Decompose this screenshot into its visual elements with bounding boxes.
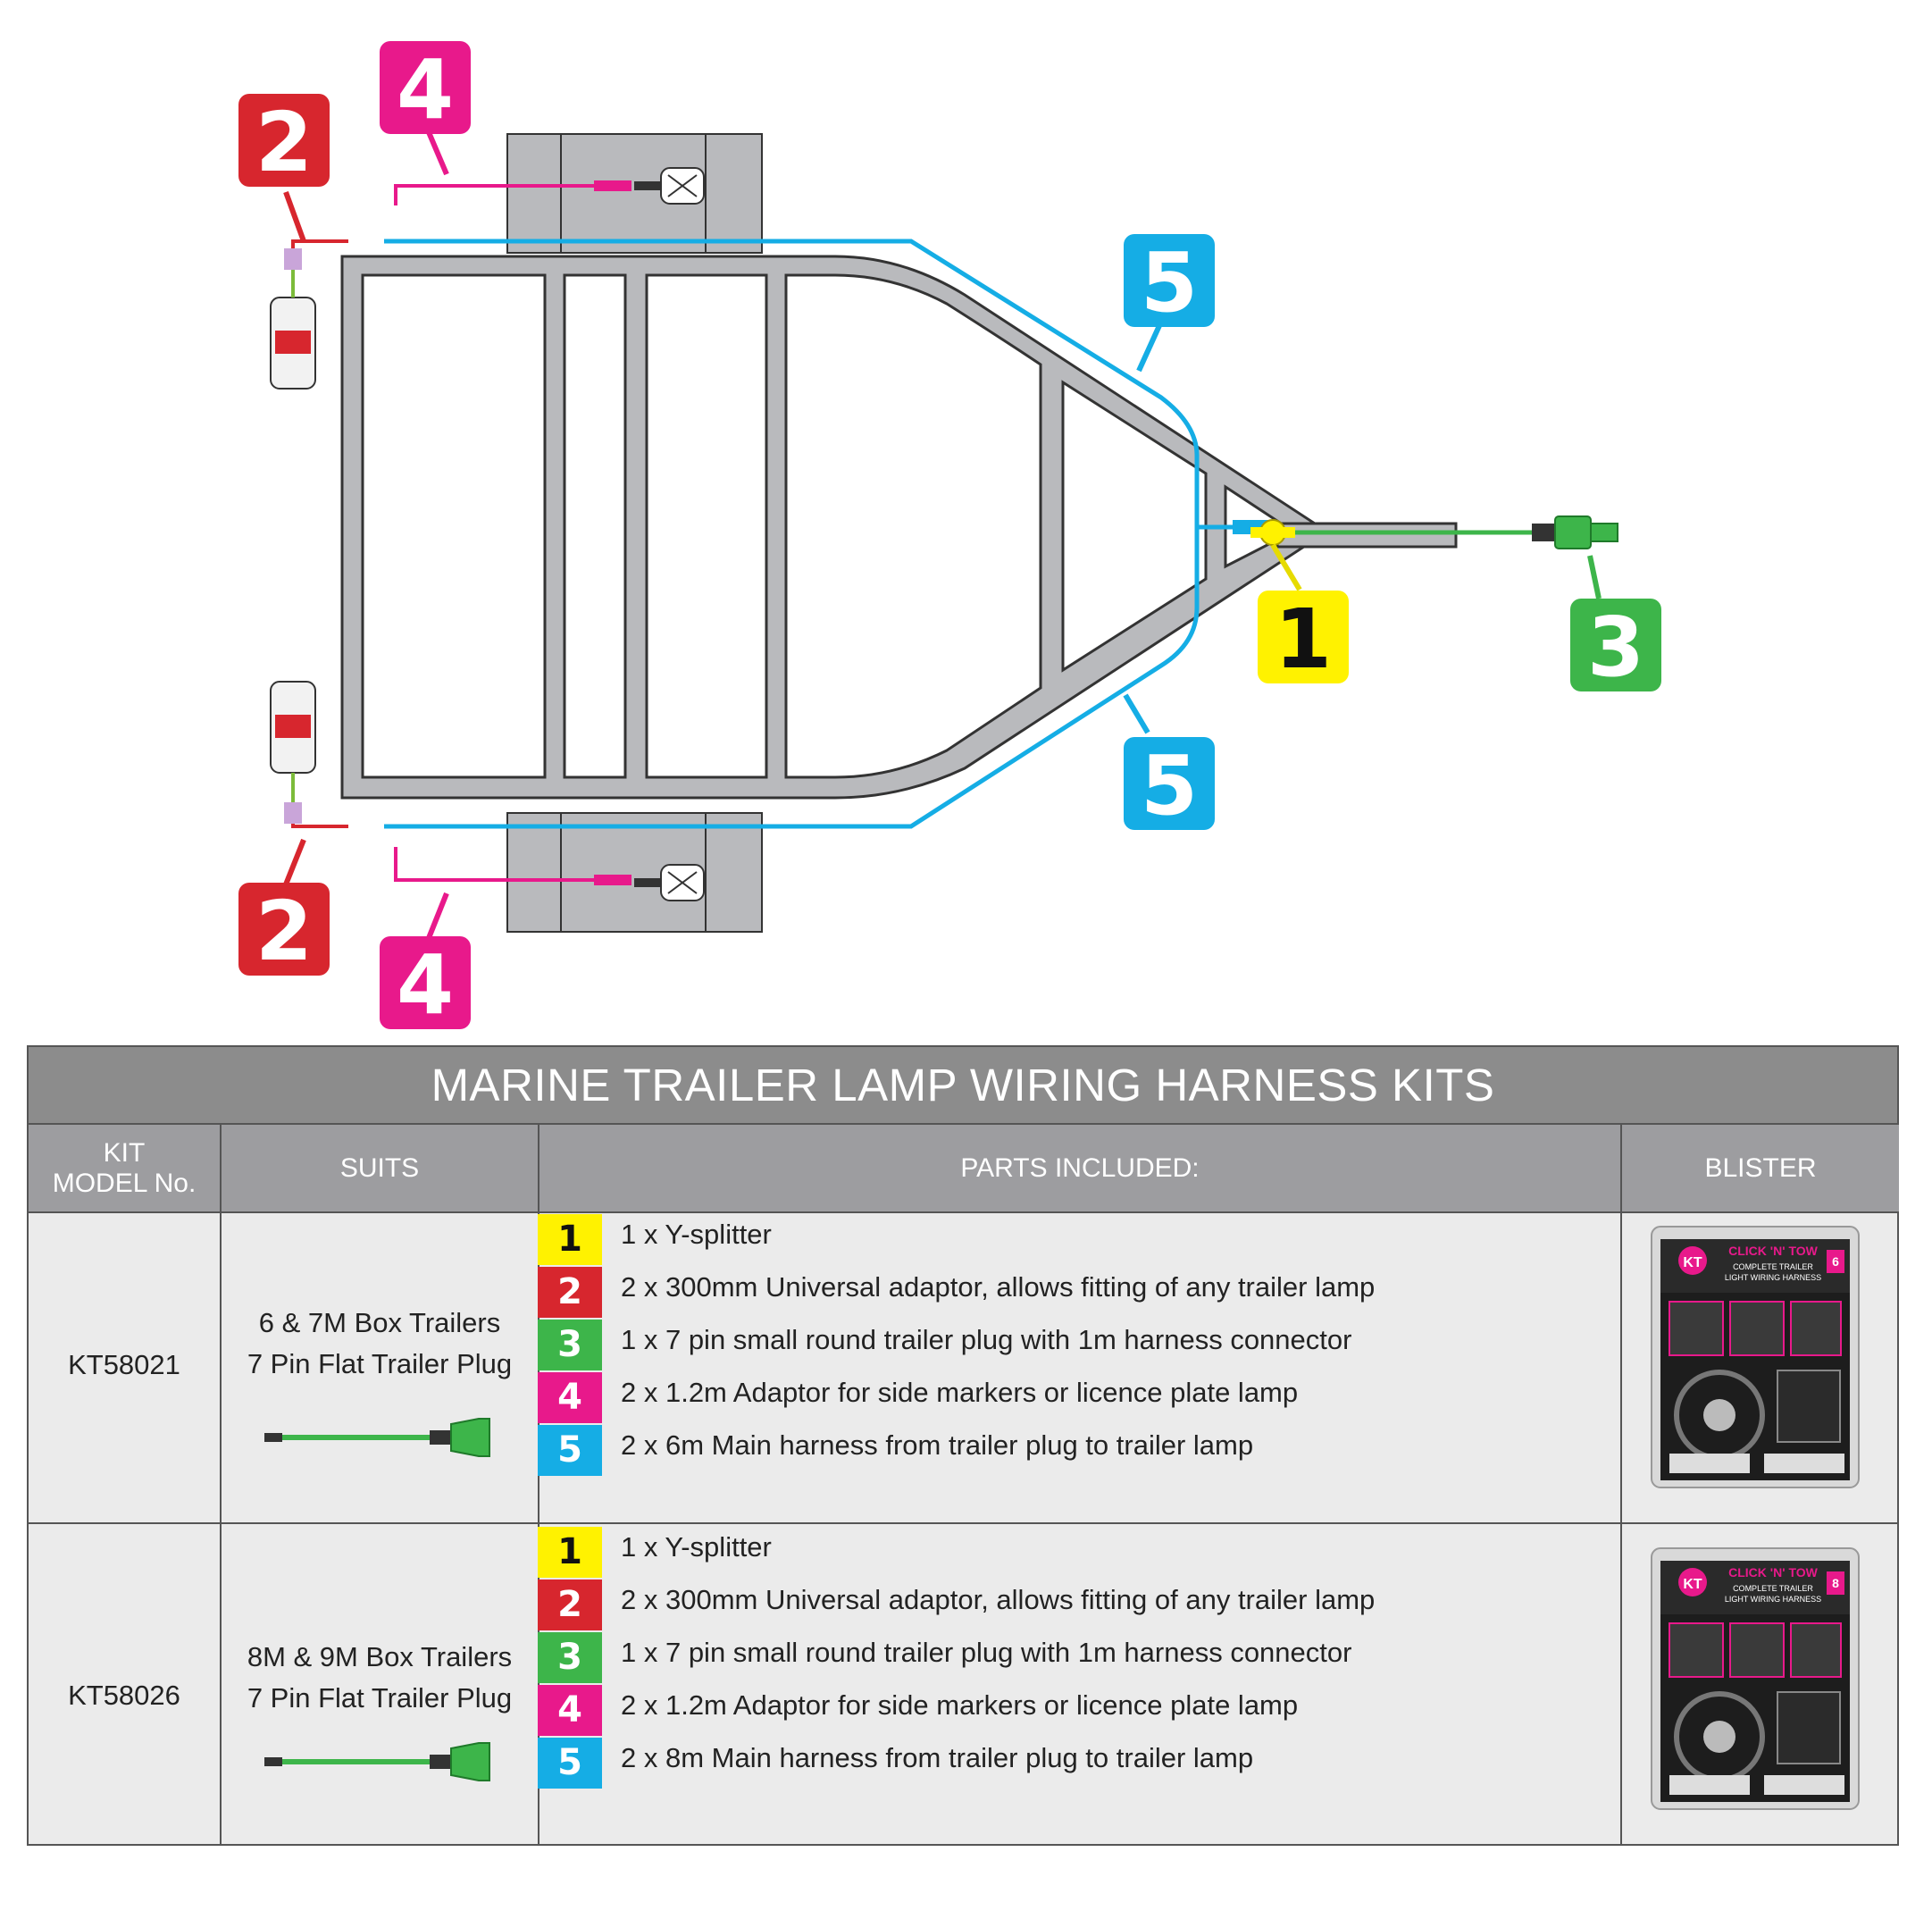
part-description: 1 x Y-splitter (621, 1219, 772, 1250)
header-model (29, 1125, 220, 1211)
row-1-blister-line3: LIGHT WIRING HARNESS (1724, 1273, 1822, 1282)
row-2-blister-pack (1648, 1545, 1862, 1813)
row-1-plug-icon (264, 1415, 497, 1460)
row-1-suits-line1: 6 & 7M Box Trailers (258, 1307, 501, 1338)
bottom-wheel-fender (507, 813, 762, 932)
header-model-line1: KIT (103, 1137, 146, 1168)
part-description: 2 x 300mm Universal adaptor, allows fitting of any trailer lamp (621, 1271, 1376, 1303)
part-number-badge: 3 (538, 1632, 602, 1683)
row-2-suits-line2: 7 Pin Flat Trailer Plug (247, 1682, 513, 1714)
row-2-blister-line2: COMPLETE TRAILER (1733, 1584, 1813, 1593)
header-parts: PARTS INCLUDED: (539, 1125, 1620, 1211)
part-number-badge: 2 (538, 1267, 602, 1318)
top-adaptor-plug (284, 248, 302, 270)
row-1-blister-badge: 6 (1832, 1254, 1839, 1269)
row-divider (29, 1522, 1897, 1524)
row-2-blister-line3: LIGHT WIRING HARNESS (1724, 1595, 1822, 1604)
kit-table (27, 1045, 1899, 1846)
row-2-suits (222, 1637, 538, 1719)
callout-number: 5 (1140, 235, 1199, 331)
part-description: 1 x 7 pin small round trailer plug with 1m harness connector (621, 1637, 1352, 1668)
row-1-blister-pack (1648, 1223, 1862, 1491)
row-1-blister-brand: KT (1683, 1255, 1702, 1270)
col-divider-1 (220, 1123, 222, 1844)
top-side-marker-connector (594, 180, 631, 191)
bottom-adaptor-plug (284, 802, 302, 824)
part-number-badge: 5 (538, 1425, 602, 1476)
part-number-badge: 4 (538, 1685, 602, 1736)
part-number-badge: 3 (538, 1320, 602, 1370)
row-2-suits-line1: 8M & 9M Box Trailers (247, 1641, 513, 1672)
header-blister: BLISTER (1622, 1125, 1899, 1211)
bottom-side-marker-connector (594, 875, 631, 885)
part-number-badge: 2 (538, 1580, 602, 1630)
callout-bottom-side-marker (380, 936, 471, 1033)
part-number-badge: 1 (538, 1214, 602, 1265)
part-description: 2 x 1.2m Adaptor for side markers or licence plate lamp (621, 1689, 1299, 1721)
callout-top-left-adaptor (238, 94, 330, 190)
row-1-blister-line1: CLICK 'N' TOW (1728, 1244, 1818, 1258)
part-number-badge: 1 (538, 1527, 602, 1578)
part-description: 2 x 8m Main harness from trailer plug to trailer lamp (621, 1742, 1254, 1773)
header-divider (29, 1211, 1897, 1213)
row-2-blister-badge: 8 (1832, 1576, 1839, 1590)
callout-bottom-left-adaptor (238, 883, 330, 979)
row-1-suits-line2: 7 Pin Flat Trailer Plug (247, 1348, 513, 1379)
row-1-blister-line2: COMPLETE TRAILER (1733, 1262, 1813, 1271)
row-2-model: KT58026 (68, 1680, 180, 1711)
part-description: 2 x 1.2m Adaptor for side markers or licence plate lamp (621, 1377, 1299, 1408)
part-description: 2 x 300mm Universal adaptor, allows fitting of any trailer lamp (621, 1584, 1376, 1615)
bottom-tail-lamp (271, 682, 315, 802)
callout-number: 2 (255, 884, 314, 979)
row-2-blister-line1: CLICK 'N' TOW (1728, 1565, 1818, 1580)
row-1-model: KT58021 (68, 1349, 180, 1380)
callout-top-side-marker (380, 41, 471, 138)
part-description: 1 x Y-splitter (621, 1531, 772, 1563)
callout-y-splitter (1258, 591, 1349, 687)
header-suits: SUITS (222, 1125, 538, 1211)
row-2-blister-brand: KT (1683, 1577, 1702, 1592)
row-1-suits (222, 1303, 538, 1385)
part-description: 2 x 6m Main harness from trailer plug to trailer lamp (621, 1429, 1254, 1461)
part-number-badge: 4 (538, 1372, 602, 1423)
header-model-line2: MODEL No. (52, 1168, 197, 1198)
callout-number: 3 (1586, 599, 1645, 695)
callout-bottom-main-harness (1124, 737, 1215, 834)
callout-number: 4 (396, 42, 455, 138)
table-title: MARINE TRAILER LAMP WIRING HARNESS KITS (29, 1047, 1897, 1123)
title-divider (29, 1123, 1897, 1125)
callout-number: 5 (1140, 738, 1199, 834)
callout-number: 2 (255, 95, 314, 190)
col-divider-3 (1620, 1123, 1622, 1844)
callout-trailer-plug (1570, 599, 1661, 695)
row-2-plug-icon (264, 1739, 497, 1784)
callout-number: 4 (396, 937, 455, 1033)
part-description: 1 x 7 pin small round trailer plug with 1m harness connector (621, 1324, 1352, 1355)
top-tail-lamp (271, 268, 315, 389)
callout-number: 1 (1274, 591, 1333, 687)
callout-top-main-harness (1124, 234, 1215, 331)
top-wheel-fender (507, 134, 762, 253)
part-number-badge: 5 (538, 1738, 602, 1789)
